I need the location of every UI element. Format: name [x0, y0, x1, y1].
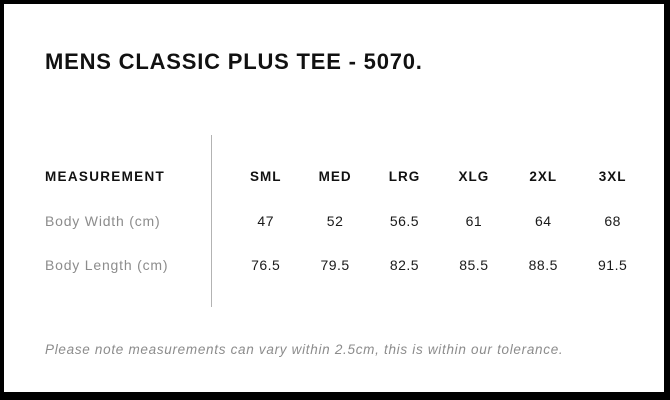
body-length-sml: 76.5	[251, 257, 281, 274]
body-width-sml: 47	[257, 212, 274, 229]
column-header-lrg: LRG	[388, 168, 421, 184]
body-width-xlg: 61	[465, 212, 483, 229]
row-label-body-width: Body Width (cm)	[45, 212, 161, 229]
column-header-2xl: 2XL	[529, 168, 558, 184]
body-width-lrg: 56.5	[389, 212, 420, 229]
measurement-column-header: MEASUREMENT	[45, 168, 166, 184]
body-width-2xl: 64	[534, 212, 552, 229]
body-length-2xl: 88.5	[528, 257, 558, 274]
product-title: MENS CLASSIC PLUS TEE - 5070.	[45, 49, 423, 74]
column-header-med: MED	[318, 168, 352, 184]
body-width-3xl: 68	[604, 212, 621, 229]
row-label-body-length: Body Length (cm)	[45, 257, 169, 274]
body-length-xlg: 85.5	[459, 257, 489, 274]
size-table	[45, 154, 647, 288]
body-width-med: 52	[326, 212, 344, 229]
size-chart-panel	[4, 4, 664, 392]
body-length-med: 79.5	[320, 257, 350, 274]
body-length-3xl: 91.5	[598, 257, 628, 274]
column-header-xlg: XLG	[458, 168, 490, 184]
body-length-lrg: 82.5	[389, 257, 420, 274]
column-header-sml: SML	[249, 168, 282, 184]
tolerance-note: Please note measurements can vary within 2.5cm, this is within our tolerance.	[45, 342, 564, 357]
column-header-3xl: 3XL	[598, 168, 627, 184]
